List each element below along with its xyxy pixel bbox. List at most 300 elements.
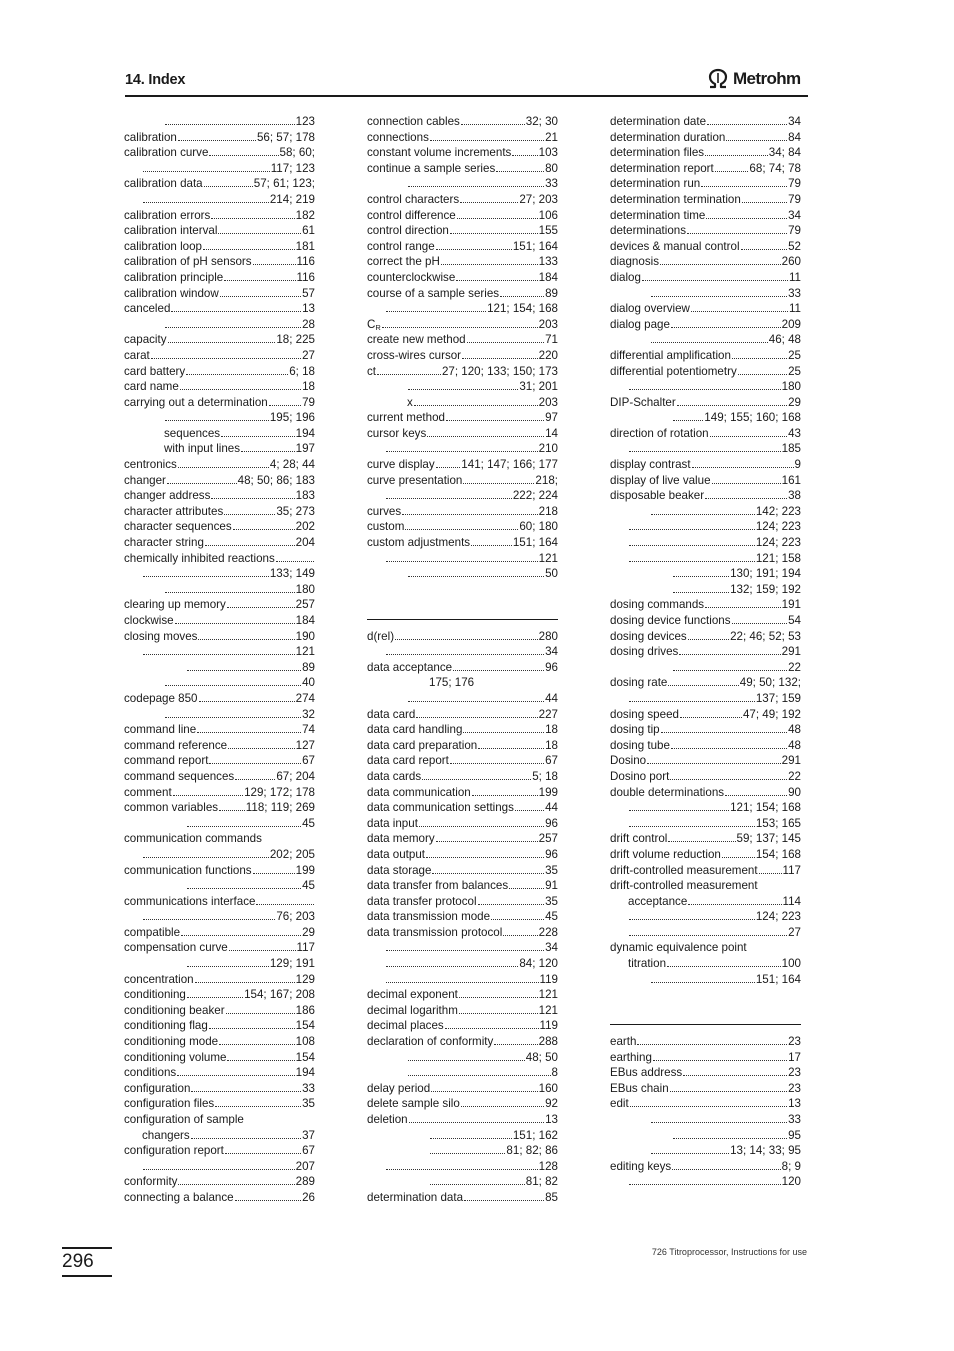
index-term-text: declaration of conformity: [367, 1035, 494, 1049]
index-entry: [610, 379, 801, 395]
index-leader-dots: [461, 1106, 544, 1107]
index-term-text: double determinations: [610, 785, 725, 799]
index-term-text: conditioning mode: [124, 1035, 219, 1049]
index-term: [367, 286, 499, 302]
index-entry: [610, 1096, 801, 1112]
index-entry: [367, 769, 558, 785]
index-leader-dots: [143, 202, 269, 203]
index-page-refs: 67: [302, 1144, 315, 1158]
index-term-text: control range: [367, 239, 435, 253]
index-term-text: comment: [124, 785, 172, 799]
index-entry: [124, 1174, 315, 1190]
index-entry: [610, 239, 801, 255]
index-term: [124, 535, 204, 551]
index-page-refs: 33: [788, 286, 801, 300]
index-term: [124, 769, 234, 785]
index-page-refs: 84; 120: [519, 957, 558, 971]
index-term-text: dosing speed: [610, 707, 679, 721]
index-page-refs: 117: [782, 863, 801, 877]
index-term-text: decimal exponent: [367, 988, 458, 1002]
index-page-refs: 45: [545, 910, 558, 924]
index-page-refs: 257: [538, 832, 558, 846]
index-page-refs: 71: [545, 333, 558, 347]
index-term-text: calibration loop: [124, 239, 202, 253]
index-leader-dots: [377, 374, 441, 375]
index-page-refs: 119: [539, 972, 558, 986]
index-term-text: dosing tube: [610, 738, 670, 752]
index-entry: [610, 1065, 801, 1081]
index-leader-dots: [441, 264, 538, 265]
index-leader-dots: [463, 732, 544, 733]
index-term: [610, 348, 731, 364]
index-spacer: [367, 582, 558, 598]
index-leader-dots: [691, 311, 788, 312]
index-term: [124, 597, 226, 613]
index-leader-dots: [386, 654, 544, 655]
index-term-text: card battery: [124, 364, 186, 378]
index-page-refs: 25: [788, 348, 801, 362]
index-page-refs: 129; 191: [269, 957, 315, 971]
page-number-rule-top: [62, 1247, 112, 1249]
index-term-text: data input: [367, 816, 418, 830]
index-term-text: determination duration: [610, 130, 726, 144]
index-page-refs: 48; 50; 86; 183: [237, 473, 315, 487]
index-entry: [610, 675, 801, 691]
index-entry: [367, 348, 558, 364]
index-term: [124, 519, 232, 535]
index-term-text: character sequences: [124, 520, 232, 534]
index-term-text: data storage: [367, 863, 432, 877]
index-entry: [367, 1003, 558, 1019]
index-entry: [610, 488, 801, 504]
index-leader-dots: [668, 685, 738, 686]
index-leader-dots: [178, 140, 256, 141]
index-leader-dots: [467, 342, 544, 343]
index-term-text: ct: [367, 364, 377, 378]
index-leader-dots: [472, 795, 538, 796]
index-term: [367, 254, 440, 270]
index-page-refs: 11: [788, 270, 801, 284]
index-page-refs: 204: [295, 536, 315, 550]
index-page-refs: 79: [788, 224, 801, 238]
index-entry: [124, 878, 315, 894]
index-entry: [124, 987, 315, 1003]
index-term-text: titration: [628, 957, 667, 971]
index-leader-dots: [218, 233, 301, 234]
index-page-refs: 260: [781, 255, 801, 269]
index-leader-dots: [687, 233, 787, 234]
index-page-refs: 5; 18: [532, 769, 558, 783]
index-leader-dots: [459, 997, 538, 998]
index-term-text: compensation curve: [124, 941, 228, 955]
index-term-text: determination run: [610, 177, 701, 191]
index-leader-dots: [408, 1075, 551, 1076]
index-term-text: calibration of pH sensors: [124, 255, 252, 269]
index-entry: [367, 863, 558, 879]
index-term: [610, 145, 704, 161]
index-leader-dots: [408, 186, 544, 187]
index-page-refs: 22: [788, 769, 801, 783]
index-leader-dots: [642, 280, 788, 281]
index-term-text: character attributes: [124, 504, 224, 518]
index-term-text: codepage 850: [124, 691, 198, 705]
index-entry: [367, 1128, 558, 1144]
index-entry: [367, 1159, 558, 1175]
index-page-refs: 67: [545, 754, 558, 768]
index-term-text: decimal places: [367, 1019, 444, 1033]
index-term-text: dosing rate: [610, 676, 668, 690]
index-page-refs: 59; 137; 145: [736, 832, 801, 846]
index-entry: [124, 395, 315, 411]
index-leader-dots: [241, 451, 295, 452]
index-page-refs: 47; 49; 192: [742, 707, 801, 721]
index-leader-dots: [629, 545, 755, 546]
index-page-refs: 118; 119; 269: [245, 801, 315, 815]
index-page-refs: 90: [788, 785, 801, 799]
index-leader-dots: [705, 498, 787, 499]
index-page-refs: 8: [551, 1066, 558, 1080]
index-term-text: data output: [367, 847, 426, 861]
index-term-text: course of a sample series: [367, 286, 500, 300]
index-leader-dots: [386, 311, 486, 312]
index-entry: [367, 1065, 558, 1081]
index-term: [124, 348, 150, 364]
index-entry: [367, 301, 558, 317]
index-page-refs: 27: [302, 348, 315, 362]
index-page-refs: 137; 159: [755, 691, 801, 705]
index-leader-dots: [647, 763, 781, 764]
index-term: [407, 395, 413, 411]
index-term: [367, 270, 455, 286]
index-page-refs: 79: [788, 177, 801, 191]
index-leader-dots: [269, 405, 301, 406]
index-term-text: conditioning flag: [124, 1019, 208, 1033]
index-term: [610, 317, 670, 333]
index-page-refs: 29: [788, 395, 801, 409]
index-page-refs: 48; 50: [525, 1050, 558, 1064]
index-term-text: connection cables: [367, 115, 460, 128]
index-term: [124, 1065, 176, 1081]
index-entry: [367, 1034, 558, 1050]
index-leader-dots: [651, 342, 768, 343]
index-term-text: drift-controlled measurement: [610, 879, 758, 893]
index-term: [124, 551, 275, 567]
index-page-refs: 116: [296, 255, 315, 269]
index-entry: [610, 1174, 801, 1190]
index-page-refs: 31; 201: [519, 380, 558, 394]
index-term-text: counterclockwise: [367, 270, 456, 284]
index-page-refs: 35: [545, 894, 558, 908]
index-entry: [610, 925, 801, 941]
index-entry: [367, 956, 558, 972]
index-term-text: data transfer from balances: [367, 879, 509, 893]
index-page-refs: 141; 147; 166; 177: [461, 458, 558, 472]
index-entry: [610, 629, 801, 645]
index-entry: [367, 317, 558, 333]
index-entry: [610, 878, 801, 894]
index-term: [124, 488, 210, 504]
index-entry: [124, 1081, 315, 1097]
index-page-refs: 96: [545, 816, 558, 830]
index-leader-dots: [430, 1138, 512, 1139]
index-term: [610, 847, 721, 863]
index-leader-dots: [726, 140, 787, 141]
index-entry: [367, 691, 558, 707]
index-leader-dots: [460, 202, 518, 203]
index-leader-dots: [187, 826, 301, 827]
index-leader-dots: [165, 124, 295, 125]
index-entry: [610, 176, 801, 192]
index-leader-dots: [738, 374, 787, 375]
index-term: [124, 379, 179, 395]
index-leader-dots: [683, 1075, 787, 1076]
index-term-text: connections: [367, 130, 429, 144]
index-entry: [367, 707, 558, 723]
index-term-text: data transmission mode: [367, 910, 491, 924]
index-term: [124, 1034, 218, 1050]
index-page-refs: 129; 172; 178: [244, 785, 315, 799]
index-leader-dots: [167, 483, 237, 484]
index-leader-dots: [651, 1122, 787, 1123]
index-entry: [610, 831, 801, 847]
index-entry: [610, 800, 801, 816]
index-page-refs: 89: [302, 660, 315, 674]
index-leader-dots: [175, 623, 295, 624]
index-entry: [610, 364, 801, 380]
index-page-refs: 129: [295, 972, 315, 986]
index-entry: [367, 410, 558, 426]
index-leader-dots: [456, 280, 537, 281]
index-term-text: data communication settings: [367, 801, 514, 815]
index-entry: [610, 348, 801, 364]
index-leader-dots: [209, 1028, 295, 1029]
index-page-refs: 67: [302, 754, 315, 768]
index-page-refs: 116: [296, 270, 315, 284]
index-term: [164, 426, 220, 442]
index-leader-dots: [629, 935, 787, 936]
index-page-refs: 9: [794, 458, 801, 472]
index-leader-dots: [199, 701, 295, 702]
index-entry: [610, 410, 801, 426]
index-entry: [610, 582, 801, 598]
index-leader-dots: [673, 670, 787, 671]
index-term-text: dialog page: [610, 317, 670, 331]
index-entry: [367, 332, 558, 348]
index-term: [610, 114, 706, 130]
index-leader-dots: [211, 498, 294, 499]
index-entry: [610, 473, 801, 489]
index-term-text: command report: [124, 754, 209, 768]
index-page-refs: 18: [545, 723, 558, 737]
index-term: [628, 894, 687, 910]
index-page-refs: 45: [302, 816, 315, 830]
page-number-rule-bottom: [62, 1275, 112, 1277]
index-entry: [124, 582, 315, 598]
index-leader-dots: [629, 561, 755, 562]
index-term-text: data communication: [367, 785, 471, 799]
index-term: [367, 1018, 444, 1034]
index-page-refs: 257: [295, 598, 315, 612]
index-page-refs: 85: [545, 1190, 558, 1204]
index-leader-dots: [219, 1044, 295, 1045]
index-page-refs: 291: [781, 645, 801, 659]
index-leader-dots: [630, 1106, 787, 1107]
index-term-text: dialog: [610, 270, 641, 284]
index-entry: [610, 519, 801, 535]
index-term-text: earth: [610, 1035, 637, 1049]
header-rule: [125, 95, 808, 97]
index-page-refs: 153; 165: [755, 816, 801, 830]
index-term-text: communication functions: [124, 863, 252, 877]
index-term: [124, 176, 203, 192]
index-page-refs: 190: [295, 629, 315, 643]
index-entry: [124, 831, 315, 847]
index-page-refs: 100: [781, 957, 801, 971]
index-term: [124, 987, 186, 1003]
index-entry: [124, 1190, 315, 1206]
index-entry: [610, 286, 801, 302]
index-page-refs: 274: [295, 691, 315, 705]
index-term-text: closing moves: [124, 629, 198, 643]
index-leader-dots: [225, 1153, 301, 1154]
index-term: [367, 130, 429, 146]
index-term-text: EBus chain: [610, 1081, 669, 1095]
index-page-refs: 151; 162: [512, 1128, 558, 1142]
index-leader-dots: [219, 810, 245, 811]
index-page-refs: 199: [538, 785, 558, 799]
index-term-text: command reference: [124, 738, 228, 752]
index-term-text: dosing tip: [610, 723, 660, 737]
index-entry: [124, 348, 315, 364]
index-page-refs: 6; 18: [289, 364, 315, 378]
index-entry: [610, 504, 801, 520]
index-term: [610, 1065, 682, 1081]
index-term: [124, 301, 170, 317]
index-entry: [124, 644, 315, 660]
index-term: [367, 878, 508, 894]
index-entry: [124, 940, 315, 956]
index-leader-dots: [143, 654, 295, 655]
index-entry: [124, 972, 315, 988]
index-entry: [610, 956, 801, 972]
index-term-text: data transfer protocol: [367, 894, 477, 908]
index-entry: [124, 629, 315, 645]
index-leader-dots: [253, 873, 295, 874]
index-page-refs: 57; 61; 123;: [253, 177, 315, 191]
index-leader-dots: [386, 982, 539, 983]
index-entry: [610, 1081, 801, 1097]
index-page-refs: 210: [538, 442, 558, 456]
index-entry: [124, 192, 315, 208]
index-leader-dots: [205, 545, 295, 546]
index-term: [367, 894, 477, 910]
index-leader-dots: [168, 342, 276, 343]
index-page-refs: 81; 82: [525, 1175, 558, 1189]
index-page-refs: 220: [538, 348, 558, 362]
index-term: [124, 1018, 208, 1034]
index-term: [367, 145, 511, 161]
index-entry: [367, 286, 558, 302]
index-entry: [610, 192, 801, 208]
index-page-refs: 184: [295, 614, 315, 627]
index-term: [367, 1096, 460, 1112]
index-page-refs: 33: [545, 177, 558, 191]
index-term-text: acceptance: [628, 894, 688, 908]
index-leader-dots: [670, 779, 787, 780]
index-entry: [124, 753, 315, 769]
index-term-text: carrying out a determination: [124, 395, 268, 409]
index-term-text: changer address: [124, 489, 211, 503]
index-page-refs: 33: [788, 1113, 801, 1126]
index-entry: [367, 800, 558, 816]
index-entry: [124, 379, 315, 395]
index-column-3: [610, 114, 801, 1190]
index-page-refs: 79: [788, 192, 801, 206]
index-term: [610, 769, 669, 785]
index-term-text: DIP-Schalter: [610, 395, 676, 409]
index-term: [124, 691, 198, 707]
index-term: [367, 504, 401, 520]
index-page-refs: 18: [302, 380, 315, 394]
index-entry: [610, 457, 801, 473]
index-leader-dots: [491, 919, 544, 920]
index-entry: [610, 114, 801, 130]
index-page-refs: 142; 223: [755, 504, 801, 518]
index-page-refs: 108: [295, 1035, 315, 1049]
index-page-refs: 49; 50; 132;: [739, 676, 801, 690]
index-term-text: curve display: [367, 458, 435, 472]
index-entry: [124, 722, 315, 738]
index-entry: [124, 1065, 315, 1081]
index-term: [367, 1081, 430, 1097]
index-entry: [367, 457, 558, 473]
index-page-refs: 96: [545, 660, 558, 674]
index-term: [367, 769, 421, 785]
index-term: [610, 473, 711, 489]
index-letter-divider: [367, 619, 558, 629]
index-term: [124, 831, 262, 847]
index-entry: [367, 488, 558, 504]
index-term: [367, 223, 449, 239]
index-entry: [367, 629, 558, 645]
index-page-refs: 91: [545, 879, 558, 893]
index-term-text: devices & manual control: [610, 239, 740, 253]
index-page-refs: 33: [302, 1081, 315, 1095]
index-term-text: Dosino: [610, 754, 647, 768]
index-leader-dots: [151, 358, 301, 359]
index-page-refs: 128: [538, 1159, 558, 1173]
index-leader-dots: [509, 888, 544, 889]
index-term: [124, 940, 228, 956]
index-entry: [124, 286, 315, 302]
index-entry: [124, 847, 315, 863]
index-page-refs: 124; 223: [755, 910, 801, 924]
index-term-text: clockwise: [124, 614, 174, 627]
index-leader-dots: [478, 904, 545, 905]
index-leader-dots: [629, 389, 781, 390]
index-page-refs: 121; 154; 168: [730, 801, 801, 815]
index-term: [610, 629, 687, 645]
index-leader-dots: [742, 202, 787, 203]
index-leader-dots: [165, 327, 301, 328]
index-page-refs: 117: [296, 941, 315, 955]
index-term-text: delay period: [367, 1081, 431, 1095]
index-term-text: calibration principle: [124, 270, 224, 284]
index-entry: [367, 473, 558, 489]
index-term: [124, 239, 202, 255]
index-entry: [367, 1174, 558, 1190]
index-term-text: calibration data: [124, 177, 203, 191]
